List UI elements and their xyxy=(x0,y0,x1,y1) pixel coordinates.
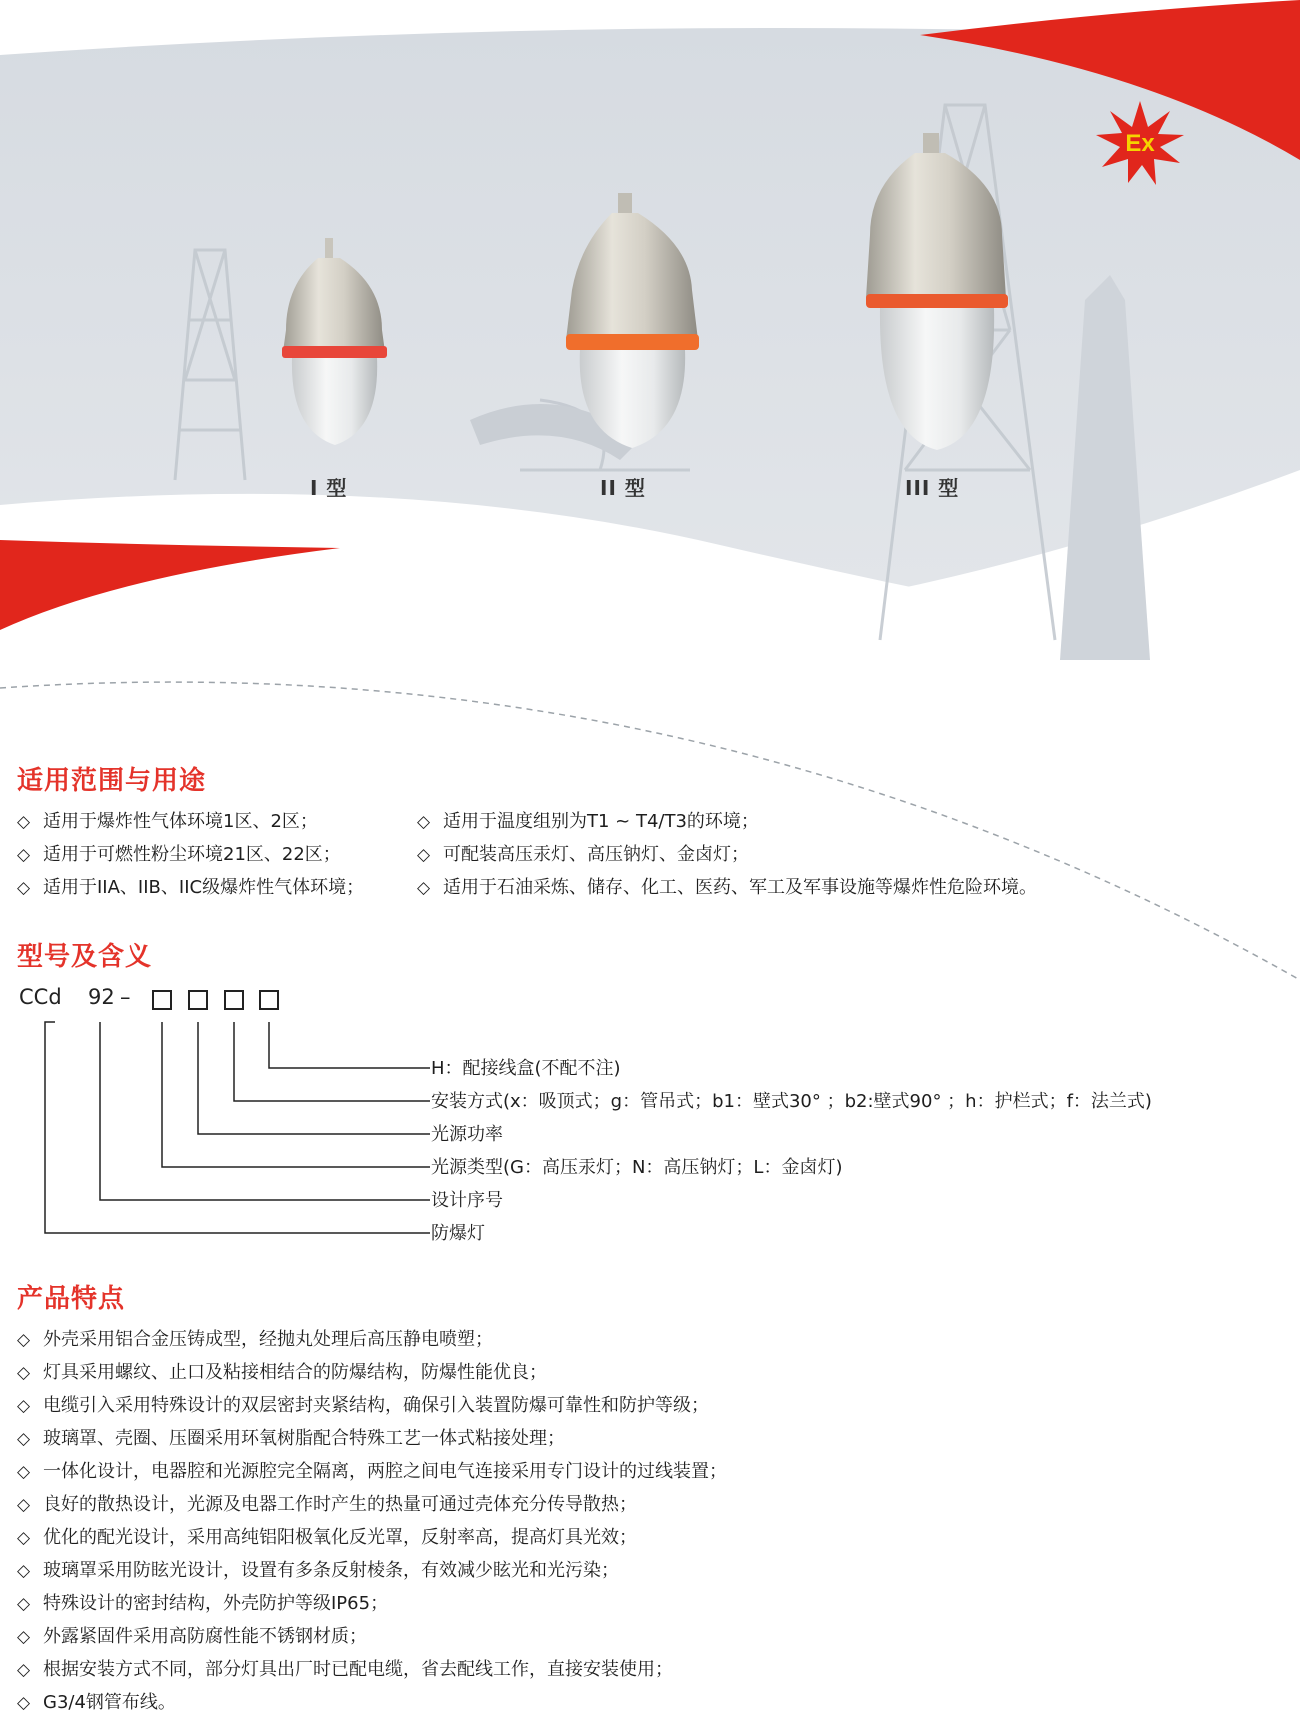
applications-title: 适用范围与用途 xyxy=(17,766,207,796)
diamond-bullet-icon: ◇ xyxy=(17,1528,31,1548)
legend-design-serial: 设计序号 xyxy=(431,1190,503,1211)
model-code-prefix: CCd xyxy=(19,985,62,1009)
diamond-bullet-icon: ◇ xyxy=(17,845,31,865)
legend-explosion-proof: 防爆灯 xyxy=(431,1223,485,1244)
diamond-bullet-icon: ◇ xyxy=(17,1363,31,1383)
diamond-bullet-icon: ◇ xyxy=(417,878,431,898)
features-list xyxy=(17,1323,727,1719)
list-item: ◇ 适用于IIA、IIB、IIC级爆炸性气体环境； xyxy=(17,871,364,904)
list-item: ◇ 特殊设计的密封结构，外壳防护等级IP65； xyxy=(17,1587,727,1620)
list-item: ◇ G3/4钢管布线。 xyxy=(17,1686,727,1719)
legend-power: 光源功率 xyxy=(431,1124,503,1145)
list-item: ◇ 根据安装方式不同，部分灯具出厂时已配电缆，省去配线工作，直接安装使用； xyxy=(17,1653,727,1686)
model-code-dash: – xyxy=(120,985,131,1009)
list-item: ◇ 玻璃罩、壳圈、压圈采用环氧树脂配合特殊工艺一体式粘接处理； xyxy=(17,1422,727,1455)
diamond-bullet-icon: ◇ xyxy=(17,1561,31,1581)
list-item: ◇ 灯具采用螺纹、止口及粘接相结合的防爆结构，防爆性能优良； xyxy=(17,1356,727,1389)
hero-banner xyxy=(0,0,1300,680)
list-item: ◇ 外壳采用铝合金压铸成型，经抛丸处理后高压静电喷塑； xyxy=(17,1323,727,1356)
lamp-label-type-1: I 型 xyxy=(310,476,348,500)
list-item: ◇ 适用于温度组别为T1 ~ T4/T3的环境； xyxy=(417,805,1037,838)
code-slot-mounting xyxy=(224,990,244,1010)
diamond-bullet-icon: ◇ xyxy=(417,845,431,865)
code-slot-light-type xyxy=(152,990,172,1010)
diamond-bullet-icon: ◇ xyxy=(17,878,31,898)
legend-mounting: 安装方式(x：吸顶式；g：管吊式；b1：壁式30° ；b2:壁式90° ；h：护栏式；f：法兰式) xyxy=(431,1091,1152,1112)
svg-text:Ex: Ex xyxy=(1125,130,1155,157)
list-item: ◇ 适用于可燃性粉尘环境21区、22区； xyxy=(17,838,364,871)
diamond-bullet-icon: ◇ xyxy=(17,812,31,832)
lamp-label-type-2: II 型 xyxy=(600,476,646,500)
list-item: ◇ 良好的散热设计，光源及电器工作时产生的热量可通过壳体充分传导散热； xyxy=(17,1488,727,1521)
applications-left-list xyxy=(17,805,364,904)
list-item: ◇ 适用于石油采炼、储存、化工、医药、军工及军事设施等爆炸性危险环境。 xyxy=(417,871,1037,904)
features-title: 产品特点 xyxy=(17,1284,126,1314)
diamond-bullet-icon: ◇ xyxy=(17,1429,31,1449)
list-item: ◇ 可配装高压汞灯、高压钠灯、金卤灯； xyxy=(417,838,1037,871)
lamp-label-type-3: III 型 xyxy=(905,476,960,500)
list-item: ◇ 外露紧固件采用高防腐性能不锈钢材质； xyxy=(17,1620,727,1653)
code-slot-junction-box xyxy=(259,990,279,1010)
diamond-bullet-icon: ◇ xyxy=(417,812,431,832)
applications-right-list xyxy=(417,805,1037,904)
diamond-bullet-icon: ◇ xyxy=(17,1330,31,1350)
code-slot-power xyxy=(188,990,208,1010)
diamond-bullet-icon: ◇ xyxy=(17,1396,31,1416)
list-item: ◇ 玻璃罩采用防眩光设计，设置有多条反射棱条，有效减少眩光和光污染； xyxy=(17,1554,727,1587)
model-connector-lines xyxy=(0,1010,440,1240)
diamond-bullet-icon: ◇ xyxy=(17,1660,31,1680)
diamond-bullet-icon: ◇ xyxy=(17,1462,31,1482)
diamond-bullet-icon: ◇ xyxy=(17,1627,31,1647)
diamond-bullet-icon: ◇ xyxy=(17,1693,31,1713)
model-title: 型号及含义 xyxy=(17,942,153,972)
legend-junction-box: H：配接线盒(不配不注) xyxy=(431,1058,621,1079)
list-item: ◇ 适用于爆炸性气体环境1区、2区； xyxy=(17,805,364,838)
diamond-bullet-icon: ◇ xyxy=(17,1594,31,1614)
list-item: ◇ 优化的配光设计，采用高纯铝阳极氧化反光罩，反射率高，提高灯具光效； xyxy=(17,1521,727,1554)
list-item: ◇ 电缆引入采用特殊设计的双层密封夹紧结构，确保引入装置防爆可靠性和防护等级； xyxy=(17,1389,727,1422)
list-item: ◇ 一体化设计，电器腔和光源腔完全隔离，两腔之间电气连接采用专门设计的过线装置； xyxy=(17,1455,727,1488)
model-code-number: 92 xyxy=(88,985,115,1009)
diamond-bullet-icon: ◇ xyxy=(17,1495,31,1515)
legend-light-type: 光源类型(G：高压汞灯；N：高压钠灯；L：金卤灯) xyxy=(431,1157,843,1178)
